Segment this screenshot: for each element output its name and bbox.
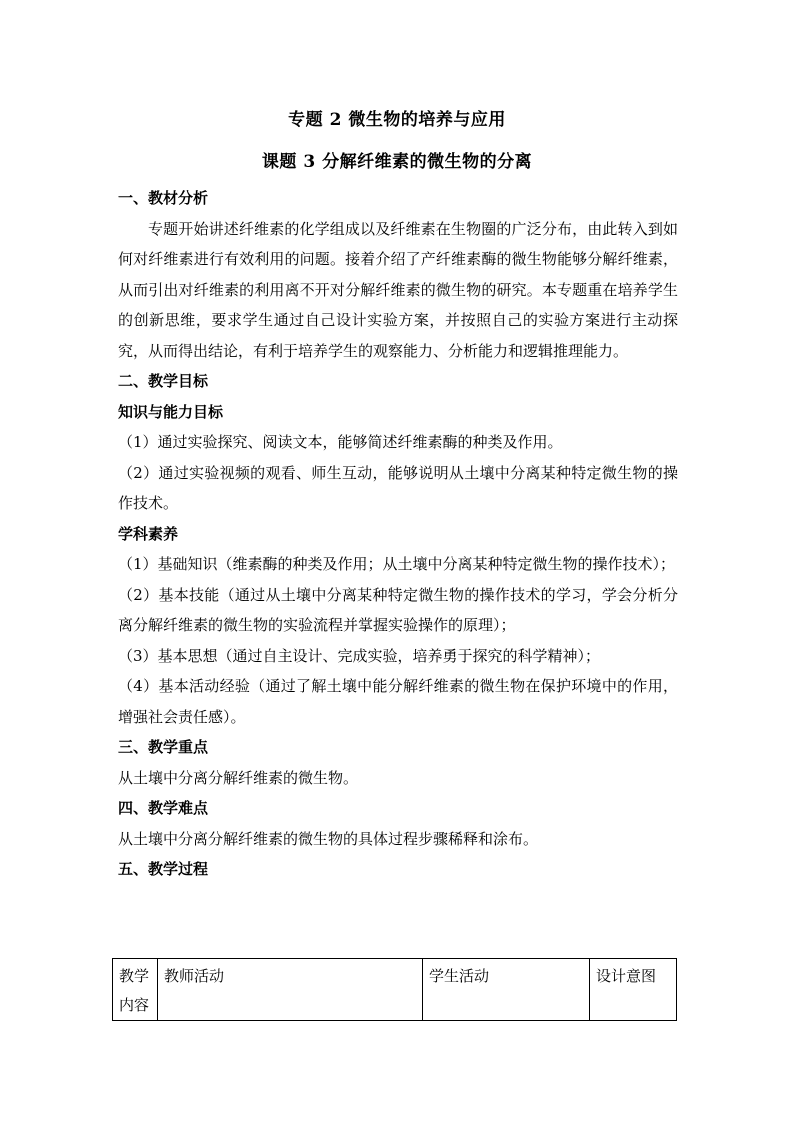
section-heading-process: 五、教学过程: [118, 860, 209, 878]
key-points-text: 从土壤中分离分解纤维素的微生物。: [118, 768, 359, 787]
document-subtitle: 课题 3 分解纤维素的微生物的分离: [261, 152, 533, 172]
section-heading-objectives: 二、教学目标: [118, 372, 209, 390]
table-header-student: 学生活动: [423, 959, 590, 1021]
objective-item: （1）通过实验探究、阅读文本，能够简述纤维素酶的种类及作用。: [118, 433, 563, 451]
literacy-item: （2）基本技能（通过从土壤中分离某种特定微生物的操作技术的学习，学会分析分离分解纤维素的微生物的实验流程并掌握实验操作的原理）；: [118, 585, 678, 634]
subheading-literacy: 学科素养: [118, 524, 179, 543]
section-heading-analysis: 一、教材分析: [118, 189, 209, 207]
document-title: 专题 2 微生物的培养与应用: [288, 110, 506, 130]
section-heading-difficulties: 四、教学难点: [118, 799, 209, 817]
table-header-intent: 设计意图: [590, 959, 677, 1021]
analysis-paragraph: 专题开始讲述纤维素的化学组成以及纤维素在生物圈的广泛分布，由此转入到如何对纤维素进行有效利用的问题。接着介绍了产纤维素酶的微生物能够分解纤维素，从而引出对纤维素的利用离不开对分解纤维素的微生物的研究。本专题重在培养学生的创新思维，要求学生通过自己设计实验方案，并按照自己的实验方案进行主动探究，从而得出结论，有利于培养学生的观察能力、分析能力和逻辑推理能力。: [118, 219, 678, 360]
literacy-item: （3）基本思想（通过自主设计、完成实验，培养勇于探究的科学精神）；: [118, 646, 601, 665]
teaching-process-table: [112, 958, 677, 1021]
table-header-teacher: 教师活动: [158, 959, 423, 1021]
literacy-item: （1）基础知识（维素酶的种类及作用；从土壤中分离某种特定微生物的操作技术）；: [118, 555, 676, 573]
subheading-knowledge-ability: 知识与能力目标: [118, 402, 224, 421]
objective-item: （2）通过实验视频的观看、师生互动，能够说明从土壤中分离某种特定微生物的操作技术。: [118, 463, 678, 512]
table-header-row: [113, 959, 677, 1021]
document-body: [118, 183, 678, 885]
literacy-item: （4）基本活动经验（通过了解土壤中能分解纤维素的微生物在保护环境中的作用，增强社会责任感）。: [118, 677, 678, 726]
section-heading-key-points: 三、教学重点: [118, 738, 209, 756]
table-header-content: 教学内容: [113, 959, 158, 1021]
difficulties-text: 从土壤中分离分解纤维素的微生物的具体过程步骤稀释和涂布。: [118, 829, 539, 848]
